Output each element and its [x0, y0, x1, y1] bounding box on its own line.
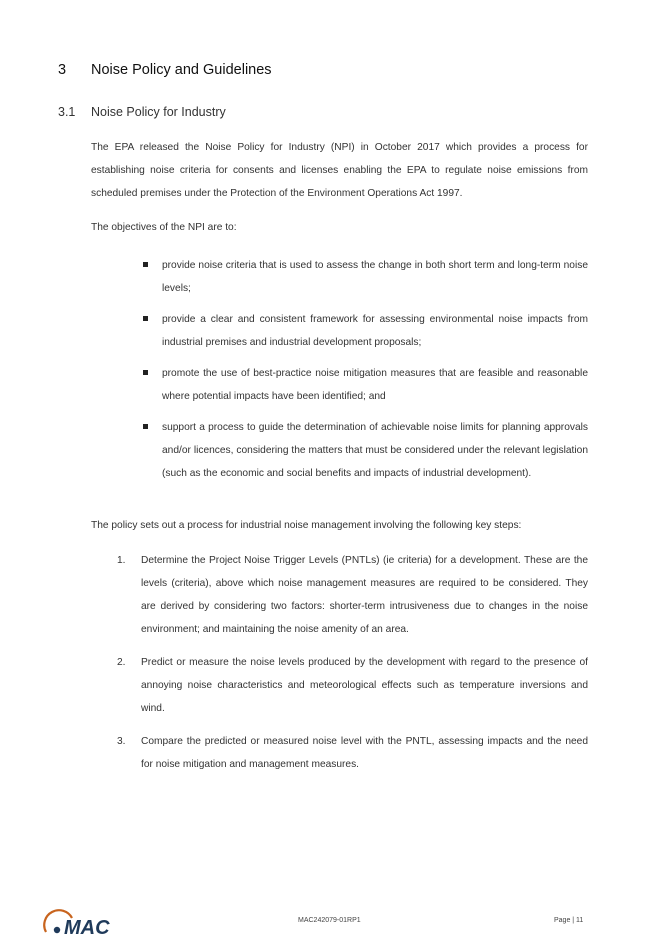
- bullet-square-icon: [143, 424, 148, 429]
- subsection-title: Noise Policy for Industry: [91, 105, 226, 119]
- list-item: [117, 651, 588, 720]
- list-item: provide a clear and consistent framework for assessing environmental noise impacts from industrial premises and industrial development proposals;: [140, 308, 588, 354]
- bullet-square-icon: [143, 316, 148, 321]
- steps-list: [117, 549, 588, 786]
- objectives-list: [140, 254, 588, 493]
- section-number: 3: [58, 62, 67, 78]
- steps-lead: The policy sets out a process for industrial noise management involving the following key steps:: [91, 520, 522, 531]
- mac-logo: [40, 908, 130, 934]
- list-item: promote the use of best-practice noise mitigation measures that are feasible and reasonable where potential impacts have been identified; and: [140, 362, 588, 408]
- list-item: support a process to guide the determination of achievable noise limits for planning approvals and/or licences, considering the matters that must be considered under the relevant legislation (such as the economic and social benefits and impacts of industrial development).: [140, 416, 588, 485]
- page-number: Page | 11: [554, 917, 584, 924]
- intro-paragraph: The EPA released the Noise Policy for Industry (NPI) in October 2017 which provides a process for establishing noise criteria for consents and licenses enabling the EPA to regulate noise emissions from scheduled premises under the Protection of the Environment Operations Act 1997.: [91, 142, 588, 199]
- step-number: 2.: [117, 657, 126, 668]
- section-title: Noise Policy and Guidelines: [91, 62, 272, 78]
- step-number: 1.: [117, 555, 126, 566]
- mac-logo-icon: [40, 908, 130, 934]
- step-number: 3.: [117, 736, 126, 747]
- step-text: Compare the predicted or measured noise level with the PNTL, assessing impacts and the need for noise mitigation and management measures.: [141, 736, 588, 770]
- step-text: Predict or measure the noise levels produced by the development with regard to the presence of annoying noise characteristics and meteorological effects such as temperature inversions and wind.: [141, 657, 588, 714]
- list-item: provide noise criteria that is used to assess the change in both short term and long-term noise levels;: [140, 254, 588, 300]
- list-item: [117, 549, 588, 641]
- objectives-lead: The objectives of the NPI are to:: [91, 222, 237, 233]
- subsection-number: 3.1: [58, 105, 76, 119]
- logo-text: MAC: [64, 917, 110, 934]
- step-text: Determine the Project Noise Trigger Levels (PNTLs) (ie criteria) for a development. These are the levels (criteria), above which noise management measures are required to be considered. They are derived by considering two factors: shorter-term intrusiveness due to changes in the noise environment; and maintaining the noise amenity of an area.: [141, 555, 588, 635]
- bullet-square-icon: [143, 262, 148, 267]
- document-code: MAC242079-01RP1: [298, 917, 361, 924]
- bullet-square-icon: [143, 370, 148, 375]
- list-item: [117, 730, 588, 776]
